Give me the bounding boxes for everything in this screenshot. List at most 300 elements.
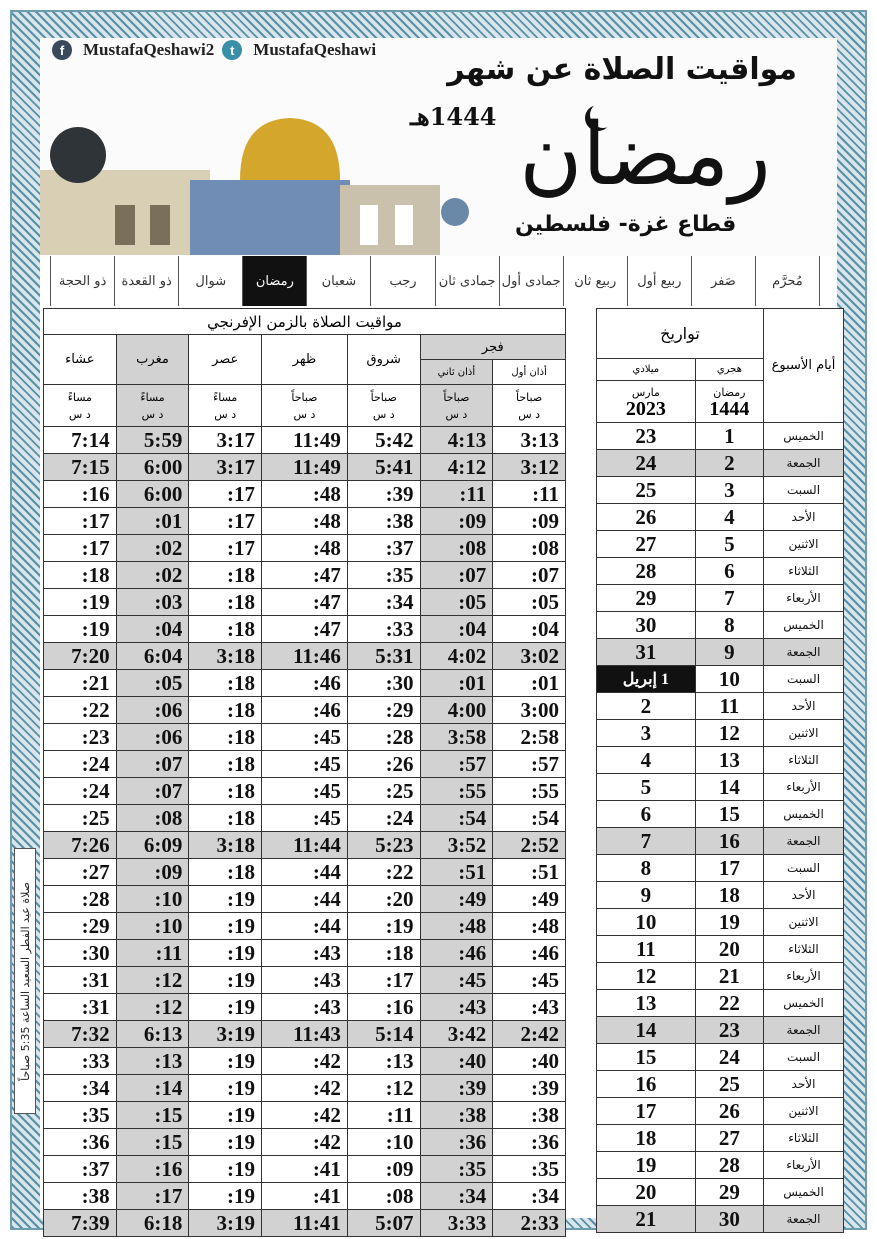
time-fajr2: :40 (420, 1048, 493, 1075)
time-fajr2: :51 (420, 859, 493, 886)
gregorian-day: 28 (597, 558, 696, 585)
time-fajr1: :48 (493, 913, 566, 940)
time-asr: :18 (189, 724, 262, 751)
facebook-handle[interactable]: MustafaQeshawi2 (83, 40, 215, 59)
col-adhan1: أذان أول (493, 360, 566, 385)
hijri-day: 23 (695, 1017, 763, 1044)
times-row (44, 778, 566, 805)
times-row (44, 589, 566, 616)
unit-maghrib: مساءً د س (116, 385, 189, 427)
col-fajr: فجر (420, 335, 565, 360)
golden-dome (240, 118, 340, 180)
times-row (44, 886, 566, 913)
col-gregorian: ميلادي (597, 359, 696, 381)
gregorian-day: 3 (597, 720, 696, 747)
month-tab[interactable]: جمادى أول (500, 256, 564, 306)
time-fajr2: :49 (420, 886, 493, 913)
hijri-day: 26 (695, 1098, 763, 1125)
time-fajr1: :08 (493, 535, 566, 562)
time-shuruq: :10 (347, 1129, 420, 1156)
page-title: مواقيت الصلاة عن شهر (447, 52, 797, 87)
location: قطاع غزة- فلسطين (515, 212, 737, 237)
time-fajr2: 4:00 (420, 697, 493, 724)
hijri-day: 15 (695, 801, 763, 828)
time-fajr2: :08 (420, 535, 493, 562)
time-fajr1: 3:12 (493, 454, 566, 481)
time-isha: :33 (44, 1048, 117, 1075)
time-fajr1: :46 (493, 940, 566, 967)
hijri-day: 2 (695, 450, 763, 477)
time-fajr2: 3:33 (420, 1210, 493, 1237)
time-shuruq: 5:07 (347, 1210, 420, 1237)
gregorian-day: 6 (597, 801, 696, 828)
time-isha: :36 (44, 1129, 117, 1156)
time-isha: :37 (44, 1156, 117, 1183)
hijri-day: 27 (695, 1125, 763, 1152)
time-fajr1: :38 (493, 1102, 566, 1129)
weekday: الأحد (764, 693, 844, 720)
time-maghrib: 6:09 (116, 832, 189, 859)
weekday: الخميس (764, 801, 844, 828)
time-shuruq: :26 (347, 751, 420, 778)
hijri-day: 19 (695, 909, 763, 936)
gregorian-day: 2 (597, 693, 696, 720)
time-shuruq: :35 (347, 562, 420, 589)
times-row (44, 454, 566, 481)
weekday: الجمعة (764, 1206, 844, 1233)
hijri-day: 24 (695, 1044, 763, 1071)
time-shuruq: :22 (347, 859, 420, 886)
time-asr: :17 (189, 481, 262, 508)
time-shuruq: 5:41 (347, 454, 420, 481)
date-row (597, 990, 844, 1017)
times-row (44, 1048, 566, 1075)
month-tabs (50, 256, 820, 306)
times-row (44, 1129, 566, 1156)
time-maghrib: :05 (116, 670, 189, 697)
time-fajr1: 3:02 (493, 643, 566, 670)
time-dhuhr: 11:44 (262, 832, 348, 859)
date-row (597, 1125, 844, 1152)
date-row (597, 1071, 844, 1098)
time-isha: :34 (44, 1075, 117, 1102)
hijri-day: 28 (695, 1152, 763, 1179)
weekday: الاثنين (764, 1098, 844, 1125)
date-row (597, 612, 844, 639)
time-asr: 3:19 (189, 1021, 262, 1048)
times-row (44, 562, 566, 589)
gregorian-day: 5 (597, 774, 696, 801)
time-shuruq: :09 (347, 1156, 420, 1183)
mosque-building-center (190, 180, 350, 255)
time-fajr1: :45 (493, 967, 566, 994)
date-row (597, 504, 844, 531)
time-dhuhr: :42 (262, 1129, 348, 1156)
gregorian-day: 13 (597, 990, 696, 1017)
hijri-day: 5 (695, 531, 763, 558)
weekday: الاثنين (764, 909, 844, 936)
gregorian-day: 15 (597, 1044, 696, 1071)
time-dhuhr: :43 (262, 994, 348, 1021)
time-fajr1: :09 (493, 508, 566, 535)
weekday: الثلاثاء (764, 747, 844, 774)
time-asr: :18 (189, 805, 262, 832)
weekday: الثلاثاء (764, 1125, 844, 1152)
hijri-day: 11 (695, 693, 763, 720)
month-calligraphy: رمضان (519, 105, 771, 205)
month-tab[interactable]: جمادى ثان (436, 256, 500, 306)
time-asr: 3:18 (189, 832, 262, 859)
time-fajr2: 3:58 (420, 724, 493, 751)
time-maghrib: :13 (116, 1048, 189, 1075)
time-fajr2: :39 (420, 1075, 493, 1102)
time-fajr2: :57 (420, 751, 493, 778)
time-dhuhr: 11:46 (262, 643, 348, 670)
date-row (597, 801, 844, 828)
times-row (44, 859, 566, 886)
col-weekday: أيام الأسبوع (764, 309, 844, 423)
date-row (597, 720, 844, 747)
unit-adhan1: صباحاً د س (493, 385, 566, 427)
weekday: الأربعاء (764, 774, 844, 801)
time-shuruq: 5:14 (347, 1021, 420, 1048)
time-maghrib: :17 (116, 1183, 189, 1210)
time-isha: :38 (44, 1183, 117, 1210)
time-asr: :19 (189, 1156, 262, 1183)
gregorian-day: 8 (597, 855, 696, 882)
gregorian-day: 23 (597, 423, 696, 450)
time-dhuhr: :42 (262, 1102, 348, 1129)
times-row (44, 751, 566, 778)
month-tab[interactable]: شعبان (307, 256, 371, 306)
hijri-day: 14 (695, 774, 763, 801)
gregorian-day: 1 إبريل (597, 666, 696, 693)
time-fajr1: 3:00 (493, 697, 566, 724)
time-isha: :19 (44, 616, 117, 643)
times-row (44, 913, 566, 940)
gregorian-day: 30 (597, 612, 696, 639)
date-row (597, 558, 844, 585)
time-asr: :19 (189, 994, 262, 1021)
time-isha: :19 (44, 589, 117, 616)
weekday: الخميس (764, 612, 844, 639)
time-fajr1: :54 (493, 805, 566, 832)
time-dhuhr: :42 (262, 1048, 348, 1075)
weekday: الأحد (764, 882, 844, 909)
time-isha: 7:26 (44, 832, 117, 859)
month-tab[interactable]: شوال (179, 256, 243, 306)
weekday: الأربعاء (764, 963, 844, 990)
unit-adhan2: صباحاً د س (420, 385, 493, 427)
date-row (597, 936, 844, 963)
time-fajr2: 4:13 (420, 427, 493, 454)
gregorian-day: 20 (597, 1179, 696, 1206)
weekday: الاثنين (764, 720, 844, 747)
month-tab[interactable]: ذو الحجة (51, 256, 115, 306)
weekday: السبت (764, 666, 844, 693)
twitter-handle[interactable]: MustafaQeshawi (253, 40, 377, 59)
time-dhuhr: :43 (262, 967, 348, 994)
times-row (44, 1021, 566, 1048)
time-maghrib: :09 (116, 859, 189, 886)
month-tab[interactable]: ذو القعدة (115, 256, 179, 306)
times-row (44, 697, 566, 724)
gregorian-day: 12 (597, 963, 696, 990)
date-row (597, 882, 844, 909)
time-fajr1: :07 (493, 562, 566, 589)
times-row (44, 670, 566, 697)
times-table-title: مواقيت الصلاة بالزمن الإفرنجي (44, 309, 566, 335)
time-isha: :28 (44, 886, 117, 913)
eid-prayer-text: صلاة عيد الفطر السعيد الساعة 5:35 صباحاً (18, 881, 32, 1081)
time-dhuhr: :46 (262, 697, 348, 724)
date-row (597, 423, 844, 450)
time-fajr1: :39 (493, 1075, 566, 1102)
time-isha: :17 (44, 535, 117, 562)
time-fajr1: :36 (493, 1129, 566, 1156)
month-tab[interactable]: مُحرَّم (756, 256, 820, 306)
time-dhuhr: :46 (262, 670, 348, 697)
time-shuruq: :16 (347, 994, 420, 1021)
time-asr: :18 (189, 859, 262, 886)
times-row (44, 1156, 566, 1183)
time-maghrib: 5:59 (116, 427, 189, 454)
time-asr: :19 (189, 1075, 262, 1102)
time-fajr1: 2:58 (493, 724, 566, 751)
time-asr: :19 (189, 1183, 262, 1210)
hijri-day: 17 (695, 855, 763, 882)
small-dome (441, 198, 469, 226)
time-fajr2: :43 (420, 994, 493, 1021)
month-tab[interactable]: رمضان (243, 256, 307, 306)
time-fajr2: 3:52 (420, 832, 493, 859)
time-maghrib: :07 (116, 778, 189, 805)
hijri-year: 1444هـ (410, 102, 497, 131)
col-hijri: هجري (695, 359, 763, 381)
col-dhuhr: ظهر (262, 335, 348, 385)
date-row (597, 1017, 844, 1044)
time-fajr2: :09 (420, 508, 493, 535)
time-isha: :27 (44, 859, 117, 886)
time-shuruq: :24 (347, 805, 420, 832)
date-row (597, 774, 844, 801)
times-row (44, 805, 566, 832)
times-row (44, 427, 566, 454)
hijri-day: 13 (695, 747, 763, 774)
times-row (44, 1102, 566, 1129)
time-asr: :19 (189, 913, 262, 940)
date-row (597, 1044, 844, 1071)
time-shuruq: 5:31 (347, 643, 420, 670)
unit-shuruq: صباحاً د س (347, 385, 420, 427)
date-row (597, 1098, 844, 1125)
time-maghrib: :07 (116, 751, 189, 778)
time-fajr1: :11 (493, 481, 566, 508)
dates-table (596, 308, 844, 1233)
time-isha: :18 (44, 562, 117, 589)
time-asr: :17 (189, 508, 262, 535)
weekday: الاثنين (764, 531, 844, 558)
time-maghrib: :11 (116, 940, 189, 967)
col-asr: عصر (189, 335, 262, 385)
hijri-day: 20 (695, 936, 763, 963)
time-isha: :22 (44, 697, 117, 724)
gregorian-day: 18 (597, 1125, 696, 1152)
weekday: الخميس (764, 990, 844, 1017)
time-maghrib: :03 (116, 589, 189, 616)
gregorian-day: 9 (597, 882, 696, 909)
weekday: الثلاثاء (764, 558, 844, 585)
time-fajr1: :40 (493, 1048, 566, 1075)
time-shuruq: :29 (347, 697, 420, 724)
time-dhuhr: 11:43 (262, 1021, 348, 1048)
weekday: الجمعة (764, 639, 844, 666)
time-shuruq: :37 (347, 535, 420, 562)
time-fajr2: :54 (420, 805, 493, 832)
time-asr: 3:18 (189, 643, 262, 670)
month-tab[interactable]: ربيع أول (628, 256, 692, 306)
hijri-day: 1 (695, 423, 763, 450)
weekday: الخميس (764, 423, 844, 450)
times-row (44, 832, 566, 859)
gregorian-day: 19 (597, 1152, 696, 1179)
time-isha: 7:20 (44, 643, 117, 670)
time-isha: :31 (44, 967, 117, 994)
time-asr: :18 (189, 589, 262, 616)
time-fajr1: :01 (493, 670, 566, 697)
time-maghrib: :15 (116, 1129, 189, 1156)
month-tab[interactable]: ربيع ثان (564, 256, 628, 306)
times-row (44, 1075, 566, 1102)
time-asr: :18 (189, 562, 262, 589)
gregorian-day: 11 (597, 936, 696, 963)
col-shuruq: شروق (347, 335, 420, 385)
weekday: السبت (764, 1044, 844, 1071)
time-isha: :25 (44, 805, 117, 832)
date-row (597, 1152, 844, 1179)
time-fajr1: 2:52 (493, 832, 566, 859)
date-row (597, 1206, 844, 1233)
time-fajr2: :46 (420, 940, 493, 967)
col-adhan2: أذان ثاني (420, 360, 493, 385)
time-fajr1: :35 (493, 1156, 566, 1183)
time-maghrib: :06 (116, 697, 189, 724)
gregorian-month-year: مارس 2023 (597, 381, 696, 423)
time-fajr2: 3:42 (420, 1021, 493, 1048)
time-fajr1: :05 (493, 589, 566, 616)
time-isha: :31 (44, 994, 117, 1021)
gregorian-day: 14 (597, 1017, 696, 1044)
weekday: الجمعة (764, 828, 844, 855)
gregorian-day: 10 (597, 909, 696, 936)
time-maghrib: :14 (116, 1075, 189, 1102)
black-dome (50, 127, 106, 183)
time-isha: :16 (44, 481, 117, 508)
gregorian-day: 21 (597, 1206, 696, 1233)
month-tab[interactable]: صَفر (692, 256, 756, 306)
times-row (44, 967, 566, 994)
times-row (44, 643, 566, 670)
weekday: الثلاثاء (764, 936, 844, 963)
weekday: الأحد (764, 1071, 844, 1098)
hijri-day: 30 (695, 1206, 763, 1233)
time-fajr1: 3:13 (493, 427, 566, 454)
times-row (44, 994, 566, 1021)
time-shuruq: :28 (347, 724, 420, 751)
time-dhuhr: :48 (262, 535, 348, 562)
time-dhuhr: :44 (262, 913, 348, 940)
time-fajr2: :38 (420, 1102, 493, 1129)
hijri-day: 4 (695, 504, 763, 531)
time-maghrib: :16 (116, 1156, 189, 1183)
weekday: السبت (764, 855, 844, 882)
col-maghrib: مغرب (116, 335, 189, 385)
time-fajr2: :11 (420, 481, 493, 508)
time-fajr1: :55 (493, 778, 566, 805)
time-asr: :19 (189, 1048, 262, 1075)
time-isha: 7:32 (44, 1021, 117, 1048)
month-tab[interactable]: رجب (371, 256, 435, 306)
times-row (44, 481, 566, 508)
date-row (597, 531, 844, 558)
times-row (44, 1210, 566, 1237)
prayer-times-table (43, 308, 566, 1237)
time-dhuhr: :45 (262, 805, 348, 832)
hijri-day: 6 (695, 558, 763, 585)
time-fajr1: :49 (493, 886, 566, 913)
weekday: الأربعاء (764, 585, 844, 612)
weekday: الجمعة (764, 450, 844, 477)
times-row (44, 1183, 566, 1210)
time-dhuhr: :44 (262, 859, 348, 886)
date-row (597, 909, 844, 936)
hijri-day: 12 (695, 720, 763, 747)
time-fajr1: :43 (493, 994, 566, 1021)
time-fajr2: :55 (420, 778, 493, 805)
time-shuruq: :33 (347, 616, 420, 643)
time-asr: :19 (189, 1129, 262, 1156)
gregorian-day: 31 (597, 639, 696, 666)
time-fajr2: :34 (420, 1183, 493, 1210)
time-fajr1: 2:42 (493, 1021, 566, 1048)
time-asr: 3:19 (189, 1210, 262, 1237)
weekday: الأربعاء (764, 1152, 844, 1179)
time-dhuhr: :47 (262, 616, 348, 643)
time-maghrib: 6:00 (116, 454, 189, 481)
time-dhuhr: :48 (262, 508, 348, 535)
date-row (597, 855, 844, 882)
times-row (44, 508, 566, 535)
time-fajr1: :57 (493, 751, 566, 778)
time-fajr2: 4:12 (420, 454, 493, 481)
eid-prayer-note (14, 848, 36, 1114)
time-dhuhr: :41 (262, 1156, 348, 1183)
time-shuruq: :13 (347, 1048, 420, 1075)
time-shuruq: :11 (347, 1102, 420, 1129)
arcade (340, 185, 440, 255)
time-asr: 3:17 (189, 427, 262, 454)
gregorian-day: 4 (597, 747, 696, 774)
time-shuruq: :08 (347, 1183, 420, 1210)
time-shuruq: 5:42 (347, 427, 420, 454)
time-maghrib: :08 (116, 805, 189, 832)
social-handles (52, 40, 376, 60)
gregorian-day: 17 (597, 1098, 696, 1125)
time-shuruq: :20 (347, 886, 420, 913)
gregorian-day: 29 (597, 585, 696, 612)
time-dhuhr: :47 (262, 562, 348, 589)
time-maghrib: :06 (116, 724, 189, 751)
